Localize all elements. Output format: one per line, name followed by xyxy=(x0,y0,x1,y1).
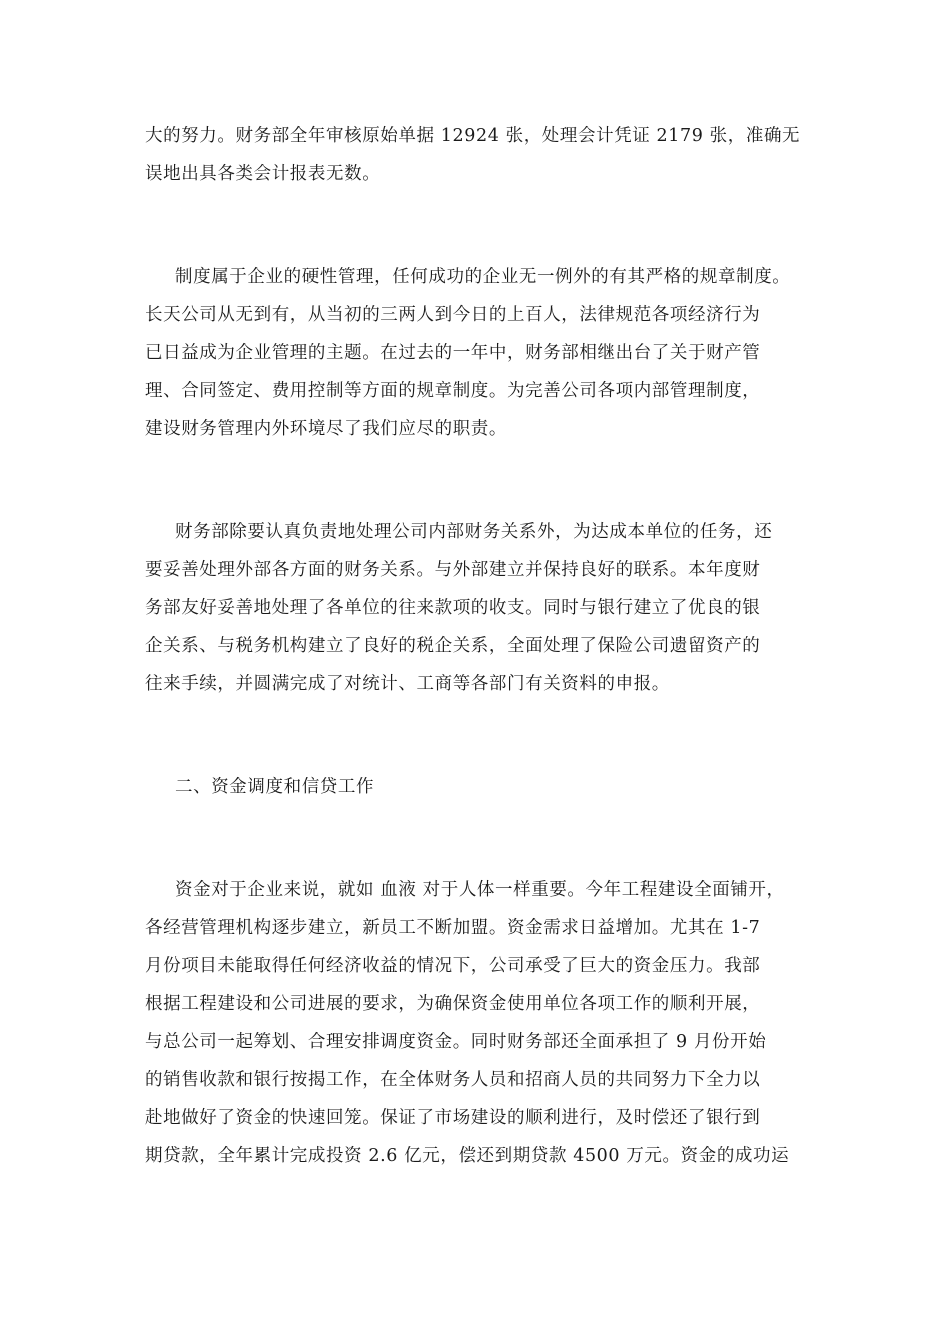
paragraph-line: 要妥善处理外部各方面的财务关系。与外部建立并保持良好的联系。本年度财 xyxy=(145,560,761,580)
paragraph-line: 大的努力。财务部全年审核原始单据 12924 张，处理会计凭证 2179 张，准确无 xyxy=(145,126,801,146)
paragraph-line: 月份项目未能取得任何经济收益的情况下，公司承受了巨大的资金压力。我部 xyxy=(145,956,761,976)
paragraph-line: 制度属于企业的硬性管理，任何成功的企业无一例外的有其严格的规章制度。 xyxy=(175,267,791,287)
paragraph-line: 根据工程建设和公司进展的要求，为确保资金使用单位各项工作的顺利开展， xyxy=(145,994,761,1014)
paragraph-line: 各经营管理机构逐步建立，新员工不断加盟。资金需求日益增加。尤其在 1-7 xyxy=(145,918,761,938)
paragraph-line: 已日益成为企业管理的主题。在过去的一年中，财务部相继出台了关于财产管 xyxy=(145,343,761,363)
paragraph-line: 务部友好妥善地处理了各单位的往来款项的收支。同时与银行建立了优良的银 xyxy=(145,598,761,618)
paragraph-line: 期贷款，全年累计完成投资 2.6 亿元，偿还到期贷款 4500 万元。资金的成功运 xyxy=(145,1146,790,1166)
paragraph-line: 的销售收款和银行按揭工作，在全体财务人员和招商人员的共同努力下全力以 xyxy=(145,1070,761,1090)
paragraph-line: 长天公司从无到有，从当初的三两人到今日的上百人，法律规范各项经济行为 xyxy=(145,305,761,325)
paragraph-line: 理、合同签定、费用控制等方面的规章制度。为完善公司各项内部管理制度， xyxy=(145,381,761,401)
paragraph-line: 误地出具各类会计报表无数。 xyxy=(145,164,381,184)
paragraph-line: 企关系、与税务机构建立了良好的税企关系，全面处理了保险公司遗留资产的 xyxy=(145,636,761,656)
paragraph-line: 财务部除要认真负责地处理公司内部财务关系外，为达成本单位的任务，还 xyxy=(175,522,773,542)
paragraph-line: 往来手续，并圆满完成了对统计、工商等各部门有关资料的申报。 xyxy=(145,674,670,694)
paragraph-line: 赴地做好了资金的快速回笼。保证了市场建设的顺利进行，及时偿还了银行到 xyxy=(145,1108,761,1128)
paragraph-line: 与总公司一起筹划、合理安排调度资金。同时财务部还全面承担了 9 月份开始 xyxy=(145,1032,767,1052)
paragraph-line: 资金对于企业来说，就如 血液 对于人体一样重要。今年工程建设全面铺开， xyxy=(175,880,785,900)
paragraph-line: 建设财务管理内外环境尽了我们应尽的职责。 xyxy=(145,419,507,439)
section-heading: 二、资金调度和信贷工作 xyxy=(175,777,375,797)
